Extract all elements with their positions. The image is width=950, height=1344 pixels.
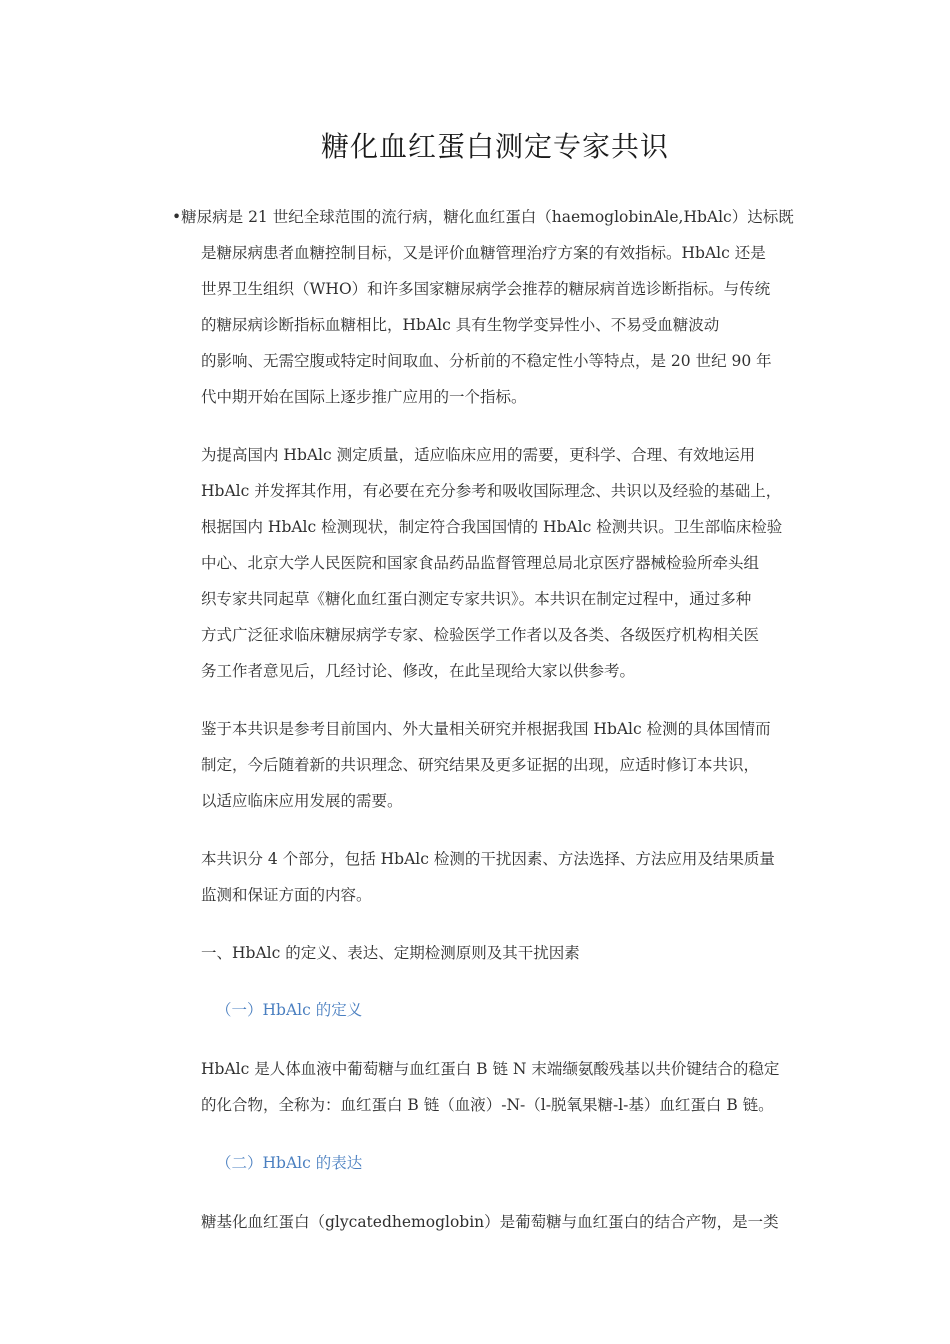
para3-line-2: 制定，今后随着新的共识理念、研究结果及更多证据的出现，应适时修订本共识， [201, 756, 760, 774]
para1-line-3: 世界卫生组织（WHO）和许多国家糖尿病学会推荐的糖尿病首选诊断指标。与传统 [201, 280, 771, 298]
subsection-heading-expression: （二）HbAlc 的表达 [216, 1154, 363, 1172]
para5-line-1: HbAlc 是人体血液中葡萄糖与血红蛋白 B 链 N 末端缬氨酸残基以共价键结合的稳定 [201, 1060, 780, 1078]
para3-line-3: 以适应临床应用发展的需要。 [201, 792, 403, 810]
para1-line-1: •糖尿病是 21 世纪全球范围的流行病，糖化血红蛋白（haemoglobinAle,HbAlc）达标既 [172, 208, 794, 226]
para2-line-4: 中心、北京大学人民医院和国家食品药品监督管理总局北京医疗器械检验所牵头组 [201, 554, 760, 572]
para3-line-1: 鉴于本共识是参考目前国内、外大量相关研究并根据我国 HbAlc 检测的具体国情而 [201, 720, 771, 738]
para2-line-6: 方式广泛征求临床糖尿病学专家、检验医学工作者以及各类、各级医疗机构相关医 [201, 626, 760, 644]
para1-line-4: 的糖尿病诊断指标血糖相比，HbAlc 具有生物学变异性小、不易受血糖波动 [201, 316, 720, 334]
para2-line-1: 为提高国内 HbAlc 测定质量，适应临床应用的需要，更科学、合理、有效地运用 [201, 446, 756, 464]
para2-line-5: 织专家共同起草《糖化血红蛋白测定专家共识》。本共识在制定过程中，通过多种 [201, 590, 752, 608]
para1-line-5: 的影响、无需空腹或特定时间取血、分析前的不稳定性小等特点，是 20 世纪 90 年 [201, 352, 772, 370]
section-heading-1: 一、HbAlc 的定义、表达、定期检测原则及其干扰因素 [201, 944, 580, 962]
para1-line-2: 是糖尿病患者血糖控制目标，又是评价血糖管理治疗方案的有效指标。HbAlc 还是 [201, 244, 766, 262]
para4-line-2: 监测和保证方面的内容。 [201, 886, 372, 904]
para4-line-1: 本共识分 4 个部分，包括 HbAlc 检测的干扰因素、方法选择、方法应用及结果质量 [201, 850, 775, 868]
para1-line-6: 代中期开始在国际上逐步推广应用的一个指标。 [201, 388, 527, 406]
subsection-heading-definition: （一）HbAlc 的定义 [216, 1001, 363, 1019]
para6-line-1: 糖基化血红蛋白（glycatedhemoglobin）是葡萄糖与血红蛋白的结合产物，是一类 [201, 1213, 779, 1231]
para2-line-3: 根据国内 HbAlc 检测现状，制定符合我国国情的 HbAlc 检测共识。卫生部临床检验 [201, 518, 783, 536]
para5-line-2: 的化合物，全称为：血红蛋白 B 链（血液）-N-（l-脱氧果糖-l-基）血红蛋白 B 链。 [201, 1096, 774, 1114]
para2-line-2: HbAlc 并发挥其作用，有必要在充分参考和吸收国际理念、共识以及经验的基础上， [201, 482, 782, 500]
para2-line-7: 务工作者意见后，几经讨论、修改，在此呈现给大家以供参考。 [201, 662, 636, 680]
document-title: 糖化血红蛋白测定专家共识 [320, 130, 669, 163]
